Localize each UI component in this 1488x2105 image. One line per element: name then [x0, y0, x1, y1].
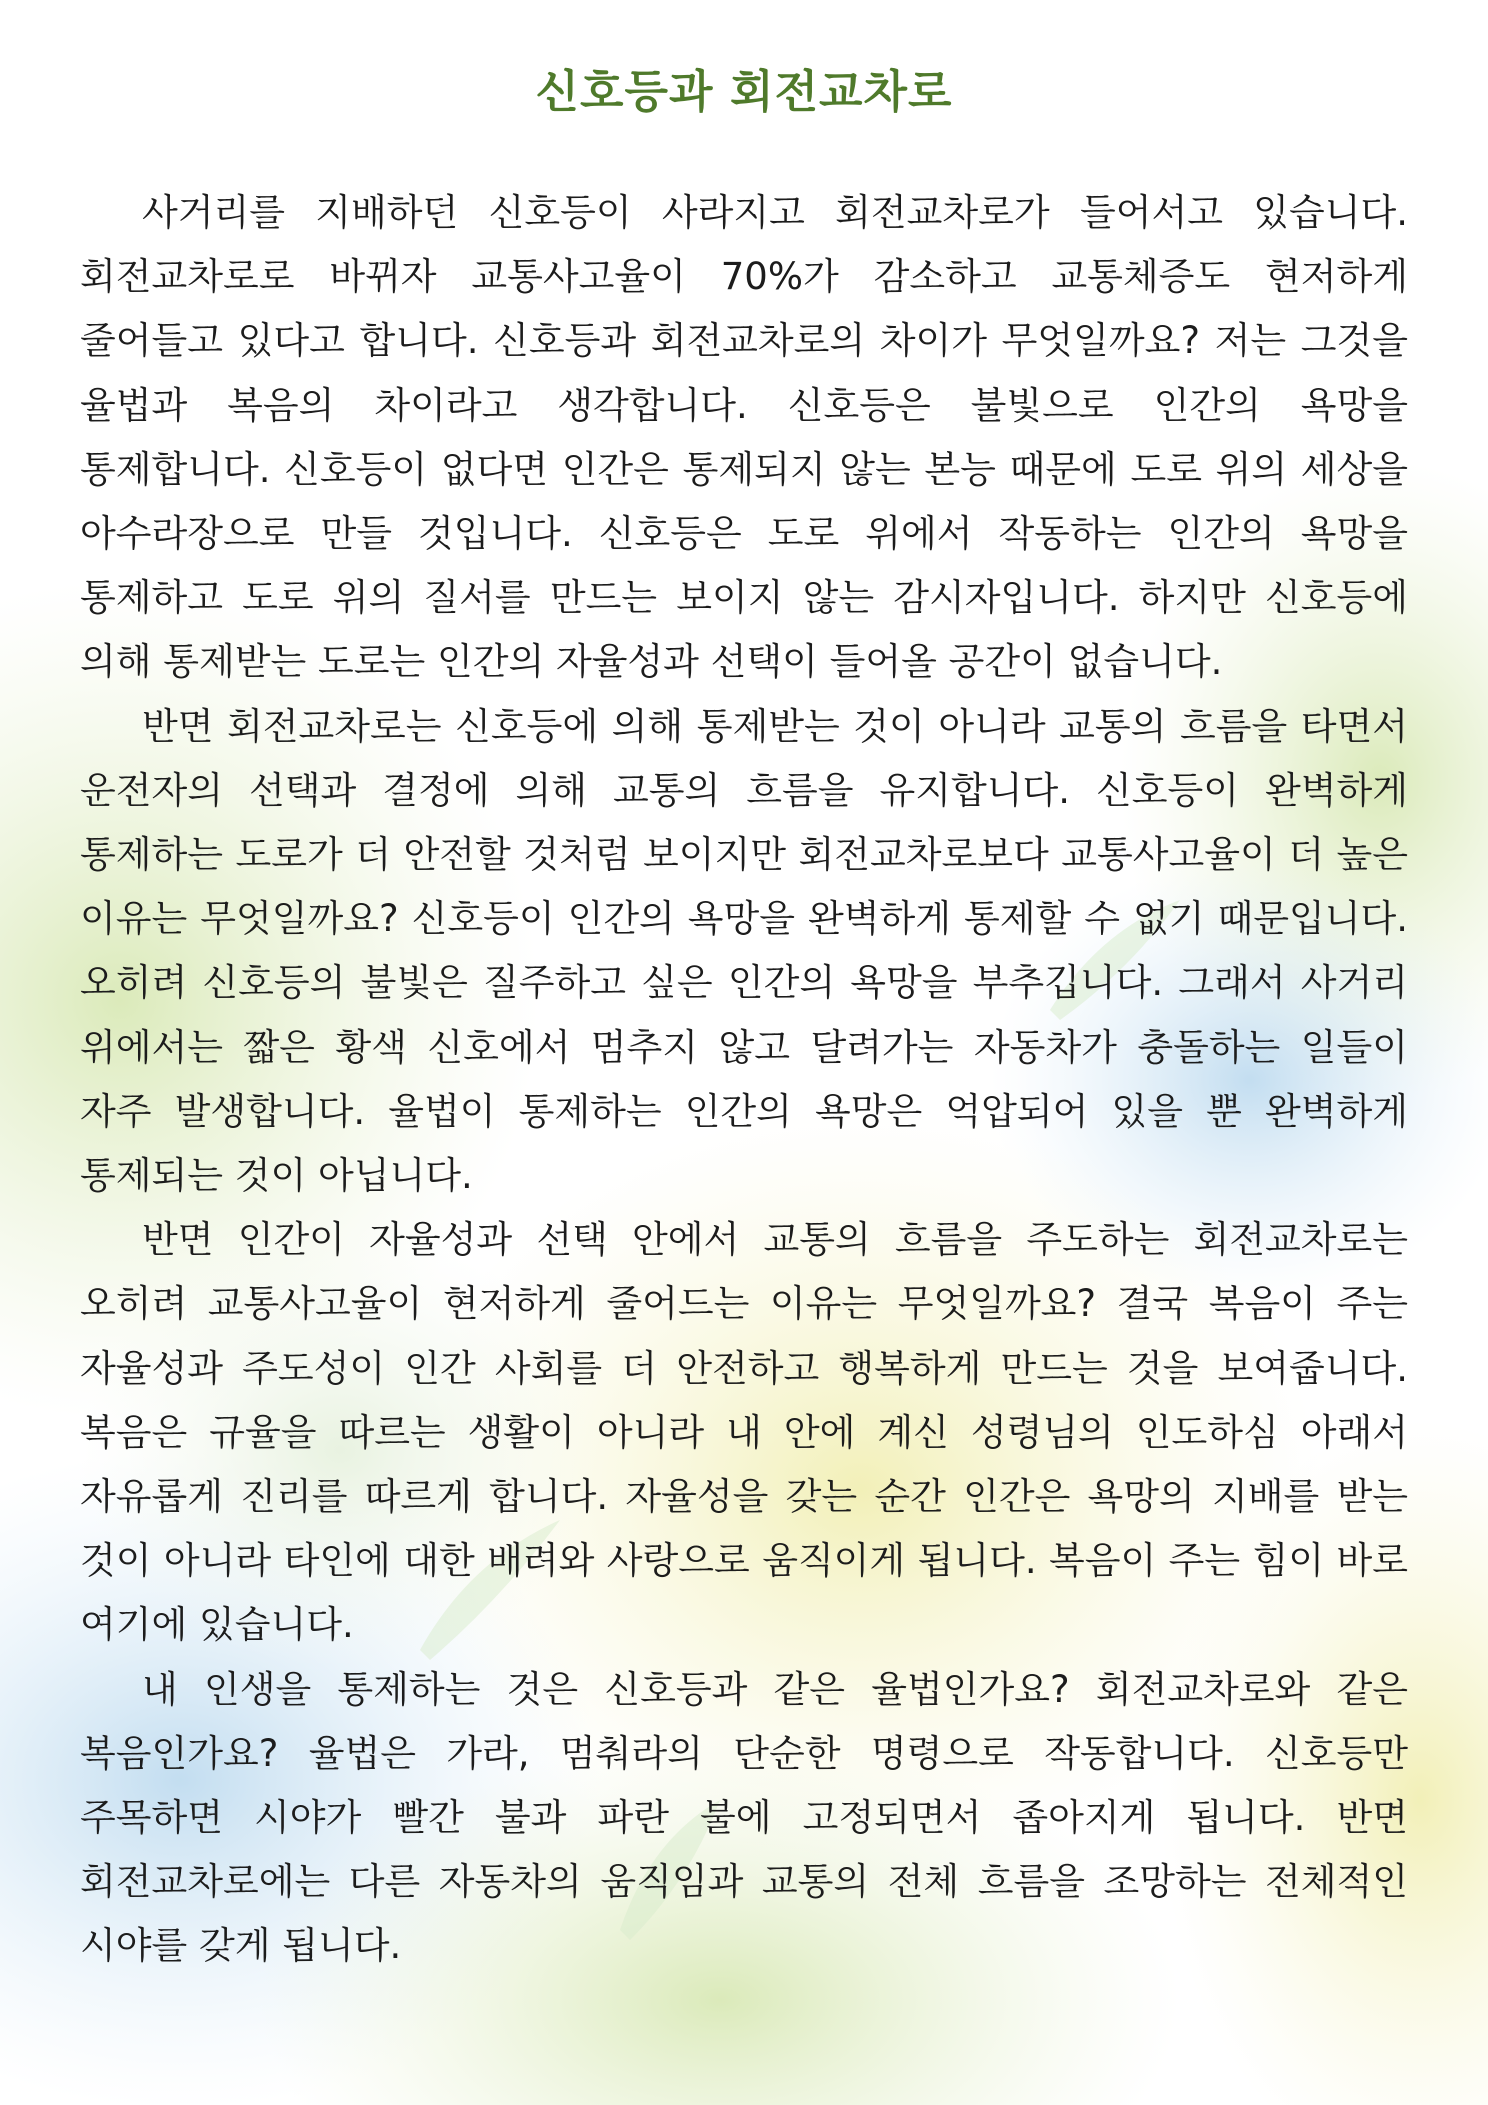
document-title: 신호등과 회전교차로: [535, 65, 953, 118]
paragraph: 사거리를 지배하던 신호등이 사라지고 회전교차로가 들어서고 있습니다. 회전교차로로 바뀌자 교통사고율이 70%가 감소하고 교통체증도 현저하게 줄어들고 있다고 합니다. 신호등과 회전교차로의 차이가 무엇일까요? 저는 그것을 율법과 복음의 차이라고 생각합니다. 신호등은 불빛으로 인간의 욕망을 통제합니다. 신호등이 없다면 인간은 통제되지 않는 본능 때문에 도로 위의 세상을 아수라장으로 만들 것입니다. 신호등은 도로 위에서 작동하는 인간의 욕망을 통제하고 도로 위의 질서를 만드는 보이지 않는 감시자입니다. 하지만 신호등에 의해 통제받는 도로는 인간의 자율성과 선택이 들어올 공간이 없습니다.: [80, 191, 1408, 684]
paragraph: 반면 인간이 자율성과 선택 안에서 교통의 흐름을 주도하는 회전교차로는 오히려 교통사고율이 현저하게 줄어드는 이유는 무엇일까요? 결국 복음이 주는 자율성과 주도성이 인간 사회를 더 안전하고 행복하게 만드는 것을 보여줍니다. 복음은 규율을 따르는 생활이 아니라 내 안에 계신 성령님의 인도하심 아래서 자유롭게 진리를 따르게 합니다. 자율성을 갖는 순간 인간은 욕망의 지배를 받는 것이 아니라 타인에 대한 배려와 사랑으로 움직이게 됩니다. 복음이 주는 힘이 바로 여기에 있습니다.: [80, 1218, 1408, 1647]
document-page: [80, 0, 1408, 1979]
document-body: [80, 181, 1408, 1979]
paragraph: 내 인생을 통제하는 것은 신호등과 같은 율법인가요? 회전교차로와 같은 복음인가요? 율법은 가라, 멈춰라의 단순한 명령으로 작동합니다. 신호등만 주목하면 시야가 빨간 불과 파란 불에 고정되면서 좁아지게 됩니다. 반면 회전교차로에는 다른 자동차의 움직임과 교통의 전체 흐름을 조망하는 전체적인 시야를 갖게 됩니다.: [80, 1667, 1408, 1968]
paragraph: 반면 회전교차로는 신호등에 의해 통제받는 것이 아니라 교통의 흐름을 타면서 운전자의 선택과 결정에 의해 교통의 흐름을 유지합니다. 신호등이 완벽하게 통제하는 도로가 더 안전할 것처럼 보이지만 회전교차로보다 교통사고율이 더 높은 이유는 무엇일까요? 신호등이 인간의 욕망을 완벽하게 통제할 수 없기 때문입니다. 오히려 신호등의 불빛은 질주하고 싶은 인간의 욕망을 부추깁니다. 그래서 사거리 위에서는 짧은 황색 신호에서 멈추지 않고 달려가는 자동차가 충돌하는 일들이 자주 발생합니다. 율법이 통제하는 인간의 욕망은 억압되어 있을 뿐 완벽하게 통제되는 것이 아닙니다.: [80, 704, 1408, 1198]
